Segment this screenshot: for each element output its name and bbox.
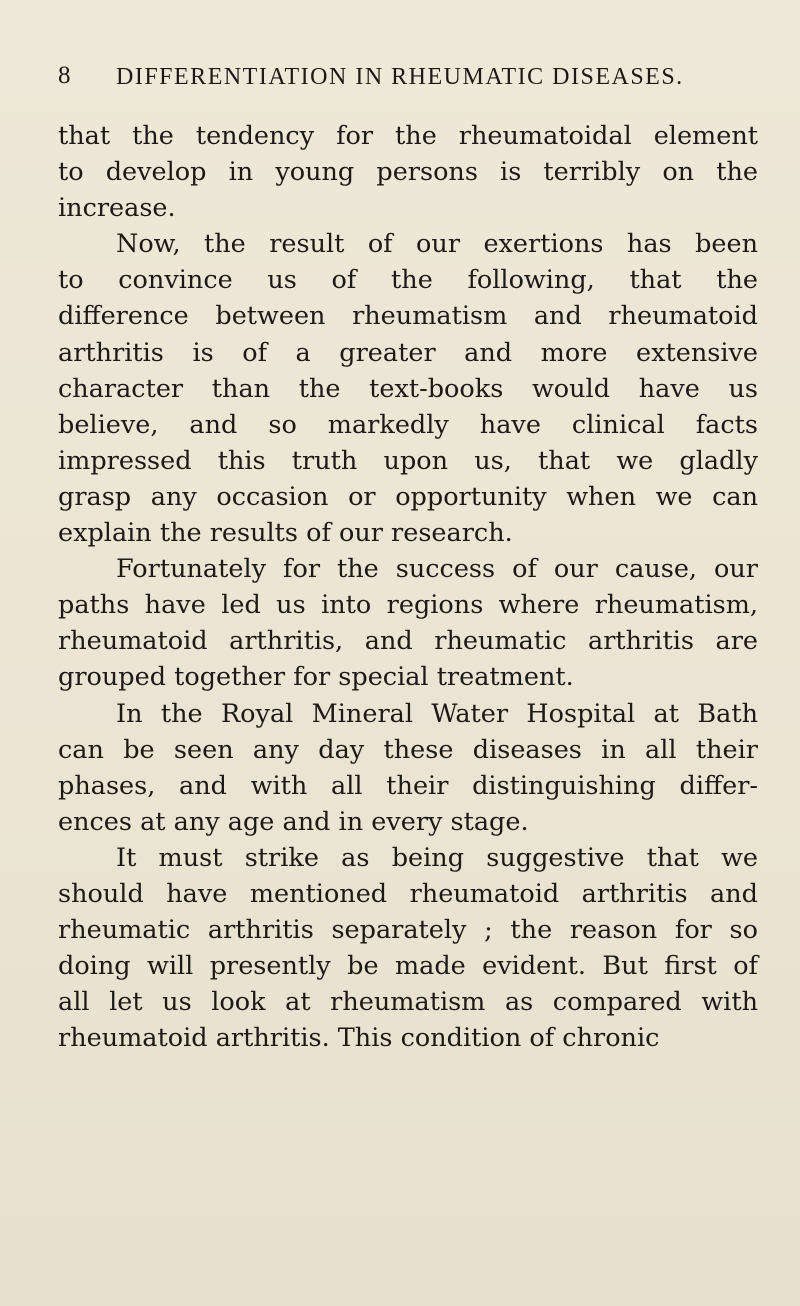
text-line: character than the text-books would have us (58, 373, 758, 404)
text-line: should have mentioned rheumatoid arthritis and (58, 878, 758, 909)
paragraph (58, 551, 758, 695)
text-line: grasp any occasion or opportunity when we can (58, 481, 758, 512)
running-head (58, 62, 758, 102)
body-text (58, 118, 758, 1056)
paragraph (58, 696, 758, 840)
text-line: rheumatic arthritis separately ; the reason for so (58, 915, 758, 946)
text-line: paths have led us into regions where rheumatism, (58, 590, 758, 621)
text-line: rheumatoid arthritis. This condition of chronic (58, 1023, 660, 1054)
text-line: arthritis is of a greater and more extensive (58, 337, 758, 368)
paragraph (58, 840, 758, 1057)
text-line: believe, and so markedly have clinical facts (58, 409, 758, 440)
running-title: DIFFERENTIATION IN RHEUMATIC DISEASES. (116, 64, 684, 90)
text-line: increase. (58, 193, 176, 224)
text-line: It must strike as being suggestive that we (116, 842, 758, 873)
text-line: Now, the result of our exertions has been (116, 229, 758, 260)
text-line: phases, and with all their distinguishing differ- (58, 770, 758, 801)
text-line: that the tendency for the rheumatoidal element (58, 121, 758, 151)
text-line: ences at any age and in every stage. (58, 806, 529, 837)
text-line: impressed this truth upon us, that we gladly (58, 445, 758, 476)
text-line: to develop in young persons is terribly on the (58, 157, 758, 188)
text-line: doing will presently be made evident. But first of (58, 951, 758, 982)
text-line: rheumatoid arthritis, and rheumatic arthritis are (58, 626, 758, 657)
text-line: can be seen any day these diseases in all their (58, 734, 758, 765)
text-line: explain the results of our research. (58, 518, 513, 549)
text-line: all let us look at rheumatism as compared with (58, 987, 758, 1018)
text-line: to convince us of the following, that the (58, 265, 758, 296)
text-line: difference between rheumatism and rheumatoid (58, 301, 758, 332)
text-line: In the Royal Mineral Water Hospital at Bath (116, 698, 758, 729)
paragraph (58, 118, 758, 226)
text-line: Fortunately for the success of our cause, our (116, 554, 758, 585)
text-line: grouped together for special treatment. (58, 662, 574, 693)
paragraph (58, 226, 758, 551)
page-number: 8 (58, 62, 71, 89)
